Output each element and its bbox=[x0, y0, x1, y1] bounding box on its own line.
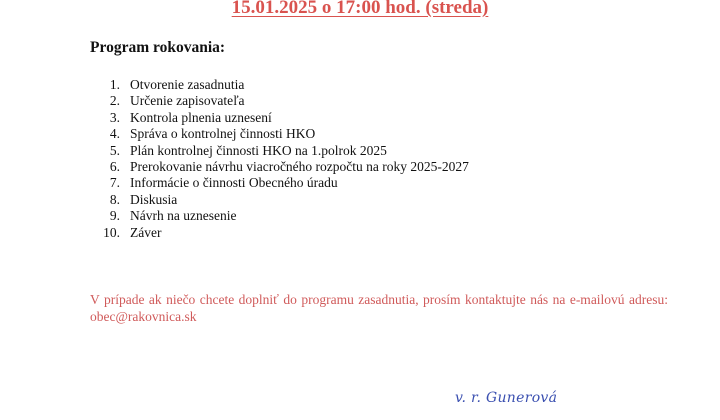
program-item bbox=[90, 77, 469, 93]
program-item bbox=[90, 143, 469, 159]
item-number: 2. bbox=[109, 93, 120, 109]
item-number: 4. bbox=[109, 126, 120, 142]
item-label: Informácie o činnosti Obecného úradu bbox=[130, 175, 338, 191]
item-label: Otvorenie zasadnutia bbox=[130, 77, 245, 92]
note-text: V prípade ak niečo chcete doplniť do programu zasadnutia, prosím kontaktujte nás na e-mailovú adresu: bbox=[90, 292, 668, 307]
item-number: 10. bbox=[103, 224, 120, 240]
item-number: 1. bbox=[109, 77, 120, 92]
item-number: 5. bbox=[109, 142, 120, 158]
item-label: Kontrola plnenia uznesení bbox=[130, 109, 272, 125]
item-label: Určenie zapisovateľa bbox=[130, 93, 245, 109]
item-label: Plán kontrolnej činnosti HKO na 1.polrok 2025 bbox=[130, 142, 387, 158]
program-heading: Program rokovania: bbox=[90, 39, 226, 56]
program-item bbox=[90, 208, 469, 224]
email-link[interactable]: obec@rakovnica.sk bbox=[90, 308, 197, 324]
contact-note bbox=[90, 292, 668, 325]
program-item bbox=[90, 192, 469, 208]
item-number: 3. bbox=[109, 109, 120, 125]
meeting-date-title: 15.01.2025 o 17:00 hod. (streda) bbox=[231, 0, 489, 18]
program-item bbox=[90, 175, 469, 191]
item-label: Záver bbox=[130, 224, 162, 240]
program-item bbox=[90, 110, 469, 126]
item-number: 9. bbox=[109, 208, 120, 224]
program-item bbox=[90, 159, 469, 175]
program-list bbox=[90, 77, 469, 241]
item-label: Návrh na uznesenie bbox=[130, 208, 237, 224]
item-label: Diskusia bbox=[130, 191, 178, 207]
item-number: 8. bbox=[109, 191, 120, 207]
item-number: 6. bbox=[109, 158, 120, 174]
signature: v. r. Gunerová bbox=[455, 390, 558, 406]
program-item bbox=[90, 93, 469, 109]
item-label: Správa o kontrolnej činnosti HKO bbox=[130, 126, 316, 142]
item-label: Prerokovanie návrhu viacročného rozpočtu na roky 2025-2027 bbox=[130, 158, 469, 174]
program-item bbox=[90, 225, 469, 241]
program-item bbox=[90, 126, 469, 142]
item-number: 7. bbox=[109, 175, 120, 191]
